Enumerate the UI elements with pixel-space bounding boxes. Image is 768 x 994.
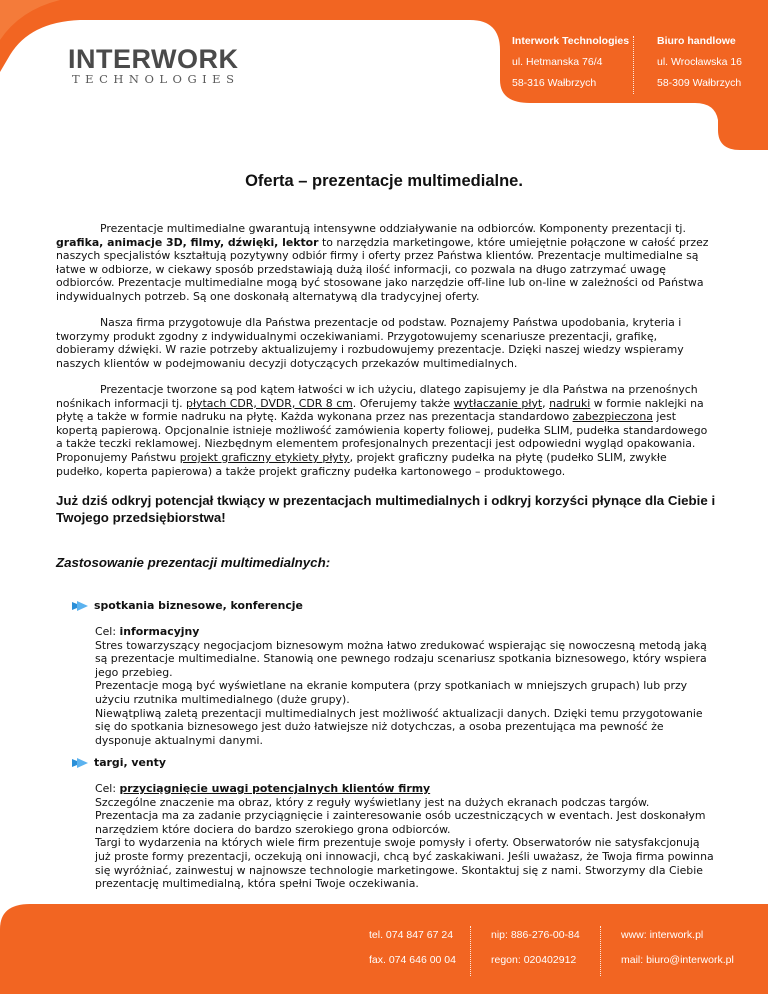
office-address — [657, 31, 742, 94]
footer-orange-shape — [0, 904, 768, 994]
goal-label: Cel: — [95, 782, 120, 795]
paragraph-intro: Prezentacje multimedialne gwarantują intensywne oddziaływanie na odbiorców. Komponenty prezentacji tj. grafika, animacje 3D, filmy, dźwięki, lektor to narzędzia marketingowe, które umiejętnie połączone w całość przez naszych specjalistów kształtują pozytywny odbiór firmy i oferty przez Państwa klientów. Prezentacje multimedialne są łatwe w odbiorze, w ciekawy sposób przedstawiają dużą ilość informacji, co pozwala na długo zatrzymać uwagę odbiorców. Prezentacje multimedialne mogą być stosowane jako narzędzie off-line lub on-line w zależności od Państwa indywidualnych potrzeb. Są one doskonałą alternatywą dla tradycyjnej oferty. — [56, 222, 709, 303]
letterhead-footer — [0, 904, 768, 994]
link-protection[interactable]: zabezpieczona — [572, 410, 653, 424]
document-title: Oferta – prezentacje multimedialne. — [245, 172, 523, 190]
link-disc-pressing[interactable]: wytłaczanie płyt — [453, 396, 543, 410]
section-heading: Zastosowanie prezentacji multimedialnych: — [56, 555, 331, 570]
arrow-bullet-icon — [72, 601, 88, 611]
section-business-meetings — [95, 625, 715, 747]
link-cd-media[interactable]: płytach CDR, DVDR, CDR 8 cm — [186, 396, 353, 410]
company-street: ul. Hetmanska 76/4 — [512, 56, 603, 68]
office-city: 58-309 Wałbrzych — [657, 77, 742, 89]
body-line: Prezentacje mogą być wyświetlane na ekranie komputera (przy spotkaniach w mniejszych grupach) lub przy użyciu rzutnika multimedialnego (duże grupy). — [95, 679, 688, 706]
footer-phone: tel. 074 847 67 24 — [369, 929, 454, 941]
company-name: Interwork Technologies — [512, 35, 630, 47]
header-divider — [633, 36, 634, 94]
office-name: Biuro handlowe — [657, 35, 736, 47]
components-emphasis: grafika, animacje 3D, filmy, dźwięki, lektor — [56, 235, 319, 249]
company-address — [512, 31, 629, 94]
footer-email[interactable]: mail: biuro@interwork.pl — [621, 954, 734, 966]
call-to-action-headline: Już dziś odkryj potencjał tkwiący w prezentacjach multimedialnych i odkryj korzyści płynące dla Ciebie i Twojego przedsiębiorstwa! — [56, 493, 716, 525]
link-printing[interactable]: nadruki — [549, 396, 591, 410]
goal-label: Cel: — [95, 625, 120, 638]
body-line: Szczególne znaczenie ma obraz, który z reguły wyświetlany jest na dużych ekranach podczas targów. Prezentacja ma za zadanie przyciągnięcie i zainteresowanie osób uczestniczących w eventach. Jest doskonałym narzędziem które dociera do bardzo szerokiego grona odbiorców. — [95, 795, 706, 836]
letterhead-header — [0, 0, 768, 150]
body-line: Niewątpliwą zaletą prezentacji multimedialnych jest możliwość aktualizacji danych. Dzięki temu przygotowanie się do spotkania biznesowego jest dużo łatwiejsze niż dotychczas, a osoba prezentująca ma pewność że dysponuje aktualnymi danymi. — [95, 706, 703, 747]
goal-value: przyciągnięcie uwagi potencjalnych klientów firmy — [119, 782, 431, 795]
company-city: 58-316 Wałbrzych — [512, 77, 597, 89]
section-trade-fairs — [95, 782, 715, 891]
paragraph-media: Prezentacje tworzone są pod kątem łatwości w ich użyciu, dlatego zapisujemy je dla Państwa na przenośnych nośnikach informacji tj. płytach CDR, DVDR, CDR 8 cm. Oferujemy także wytłaczanie płyt, nadruki w formie naklejki na płytę a także w formie nadruku na płytę. Każda wykonana przez nas prezentacja standardowo zabezpieczona jest kopertą papierową. Opcjonalnie istnieje możliwość zamówienia koperty foliowej, pudełka SLIM, pudełka standardowego a także teczki reklamowej. Niezbędnym elementem profesjonalnych prezentacji jest odpowiedni wygląd opakowania. Proponujemy Państwu projekt graficzny etykiety płyty, projekt graficzny pudełka na płytę (pudełko SLIM, zwykłe pudełko, koperta papierowa) a także projekt graficzny pudełka kartonowego – produktowego. — [56, 383, 708, 478]
footer-regon: regon: 020402912 — [491, 954, 577, 966]
paragraph-process: Nasza firma przygotowuje dla Państwa prezentacje od podstaw. Poznajemy Państwa upodobania, kryteria i tworzymy produkt zgodny z indywidualnymi oczekiwaniami. Przygotowujemy scenariusze prezentacji, grafikę, dobieramy dźwięki. W razie potrzeby aktualizujemy i rozbudowujemy prezentacje. Dzięki naszej wiedzy wspieramy naszych klientów w podejmowaniu decyzji dotyczących przekazów multimedialnych. — [56, 316, 684, 370]
logo-subtitle: TECHNOLOGIES — [72, 72, 240, 86]
body-line: Stres towarzyszący negocjacjom biznesowym można łatwo zredukować wspierając się nowoczesną metodą jaką są prezentacje multimedialne. Stanowią one pewnego rodzaju scenariusz spotkania biznesowego, który wspiera jego przebieg. — [95, 638, 707, 679]
body-line: Targi to wydarzenia na których wiele firm prezentuje swoje pomysły i oferty. Obserwatorów nie satysfakcjonują już proste formy prezentacji, oczekują oni innowacji, chcą być zaskakiwani. Jeśli uważasz, że Twoja firma powinna się wyróżniać, zainwestuj w najnowsze technologie marketingowe. Skontaktuj się z nami. Stworzymy dla Ciebie prezentację multimedialną, która spełni Twoje oczekiwania. — [95, 836, 714, 891]
footer-divider — [470, 926, 471, 976]
goal-value: informacyjny — [119, 625, 200, 638]
arrow-bullet-icon — [72, 758, 88, 768]
footer-fax: fax. 074 646 00 04 — [369, 954, 456, 966]
footer-website[interactable]: www: interwork.pl — [621, 929, 704, 941]
logo-wordmark: INTERWORK — [68, 44, 239, 74]
office-street: ul. Wrocławska 16 — [657, 56, 743, 68]
footer-divider — [600, 926, 601, 976]
link-label-design[interactable]: projekt graficzny etykiety płyty — [179, 450, 350, 464]
footer-nip: nip: 886-276-00-84 — [491, 929, 580, 941]
